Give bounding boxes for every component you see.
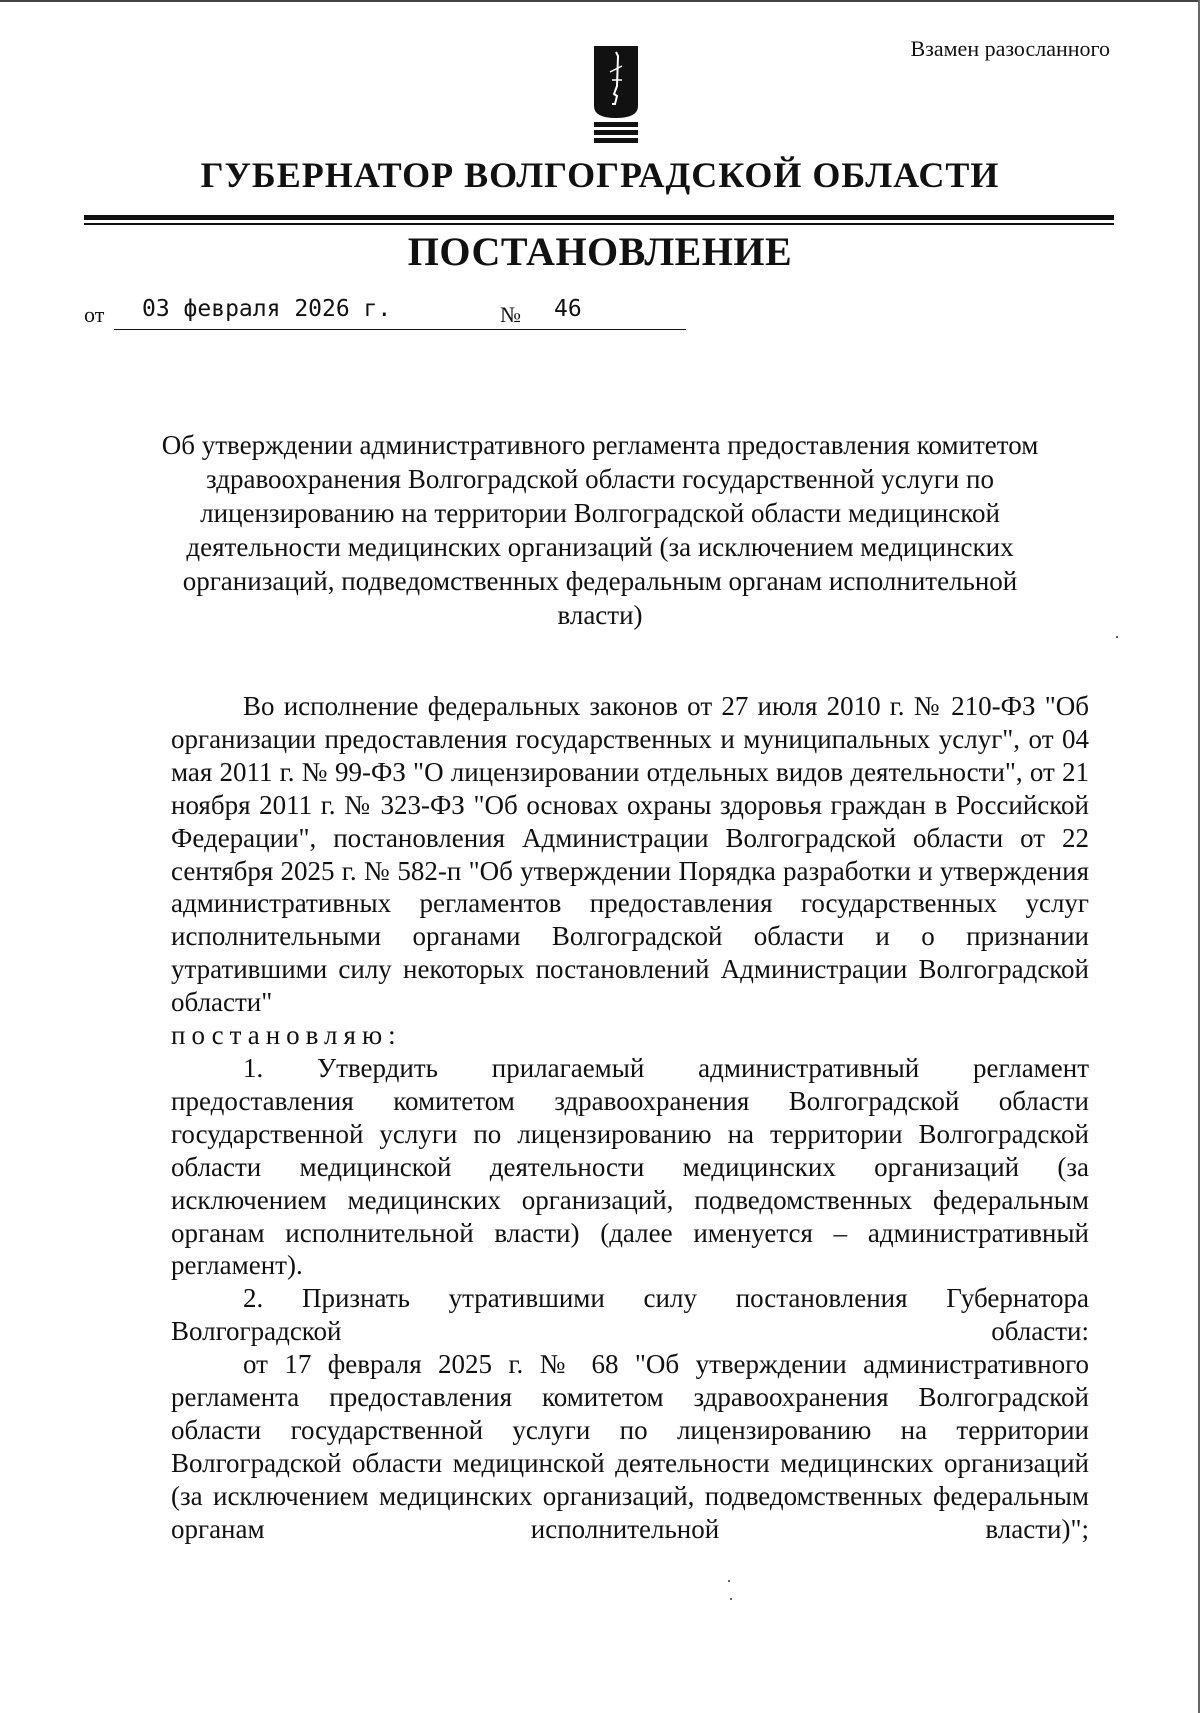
item-2-paragraph: 2. Признать утратившими силу постановления Губернатора Волгоградской области: <box>171 1283 1089 1347</box>
number-label: № <box>500 302 521 327</box>
scan-top-edge <box>0 0 1200 2</box>
header-rule-thin <box>84 223 1114 225</box>
item-2-subparagraph: от 17 февраля 2025 г. № 68 "Об утверждении административного регламента предоставления комитетом здравоохранения Волгоградской области государственной услуги по лицензированию на территории Волгоградской области медицинской деятельности медицинских организаций (за исключением медицинских организаций, подведомственных федеральным органам исполнительной власти)"; <box>171 1349 1089 1544</box>
decree-word: постановляю: <box>171 1020 402 1051</box>
number-underline <box>526 329 686 330</box>
document-number: 46 <box>554 296 582 322</box>
date-underline <box>114 329 570 330</box>
item-1-paragraph: 1. Утвердить прилагаемый административный регламент предоставления комитетом здравоохранения Волгоградской области государственной услуги по лицензированию на территории Волгоградской области медицинской деятельности медицинских организаций (за исключением медицинских организаций, подведомственных федеральным органам исполнительной власти) (далее именуется – административный регламент). <box>171 1052 1089 1281</box>
issuing-authority: ГУБЕРНАТОР ВОЛГОГРАДСКОЙ ОБЛАСТИ <box>200 155 1000 195</box>
document-date: 03 февраля 2026 г. <box>142 296 392 322</box>
coat-of-arms-icon <box>592 46 640 144</box>
document-body <box>171 690 1089 1546</box>
header-rule-thick <box>84 215 1114 220</box>
document-type: ПОСТАНОВЛЕНИЕ <box>407 229 793 274</box>
date-number-line <box>84 292 704 332</box>
from-label: от <box>84 302 105 327</box>
preamble-paragraph: Во исполнение федеральных законов от 27 июля 2010 г. № 210-ФЗ "Об организации предоставления государственных и муниципальных услуг", от 04 мая 2011 г. № 99-ФЗ "О лицензировании отдельных видов деятельности", от 21 ноября 2011 г. № 323-ФЗ "Об основах охраны здоровья граждан в Российской Федерации", постановления Администрации Волгоградской области от 22 сентября 2025 г. № 582-п "Об утверждении Порядка разработки и утверждения административных регламентов предоставления государственных услуг исполнительными органами Волгоградской области и о признании утратившими силу некоторых постановлений Администрации Волгоградской области" <box>171 691 1089 1018</box>
replacement-stamp: Взамен разосланного <box>910 36 1110 61</box>
document-title: Об утверждении административного регламента предоставления комитетом здравоохранения Волгоградской области государственной услуги по лицензированию на территории Волгоградской области медицинской деятельности медицинских организаций (за исключением медицинских организаций, подведомственных федеральным органам исполнительной власти) <box>161 430 1039 630</box>
